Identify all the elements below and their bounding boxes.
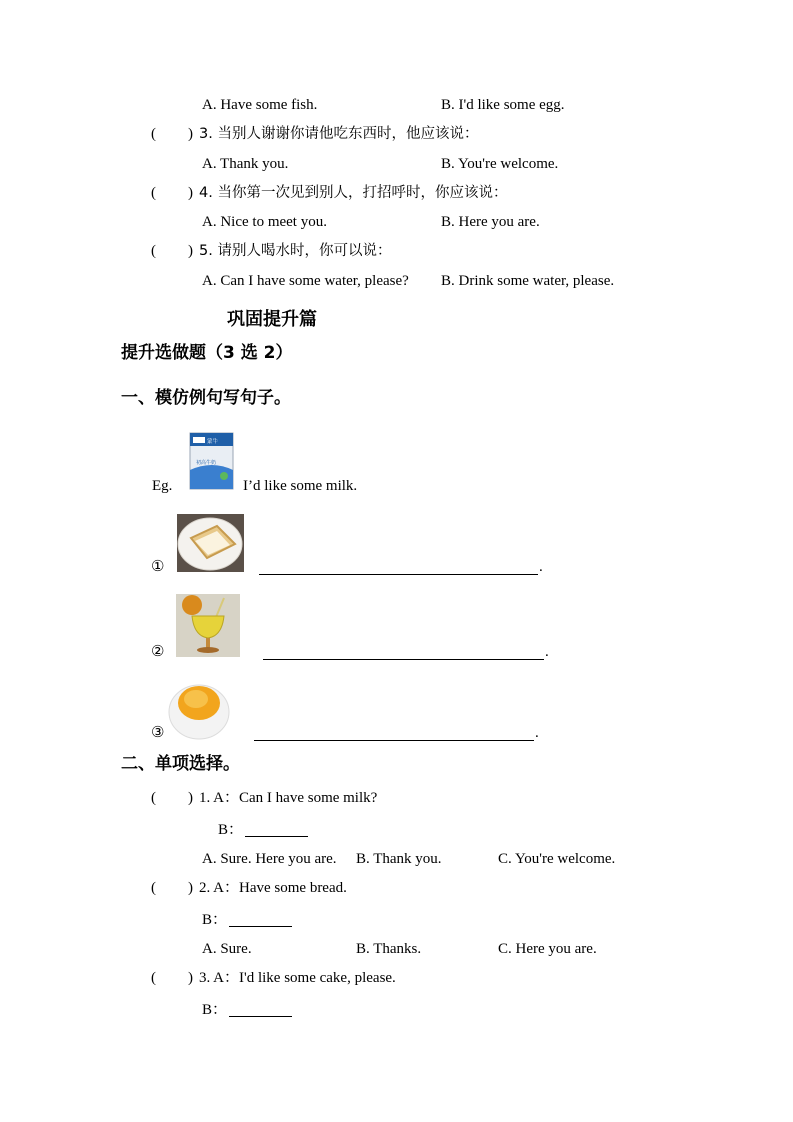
q4-option-b: B. Here you are. bbox=[441, 214, 540, 230]
milk-carton-image bbox=[188, 430, 235, 490]
milk-label-text: 初高牛奶 bbox=[196, 460, 217, 466]
item-2-number: ② bbox=[151, 644, 165, 660]
item-1-period: . bbox=[539, 559, 543, 575]
p2-q3-blank[interactable] bbox=[229, 1016, 292, 1017]
q3-answer-paren-open[interactable]: ( bbox=[151, 126, 156, 142]
part2-heading: 二、单项选择。 bbox=[121, 754, 240, 774]
p2-q2-b-label: B： bbox=[202, 912, 228, 928]
q4-answer-paren-close: ) bbox=[188, 185, 193, 201]
q3-answer-paren-close: ) bbox=[188, 126, 193, 142]
p2-q2-option-a: A. Sure. bbox=[202, 941, 252, 957]
p2-q3-paren-open[interactable]: ( bbox=[151, 970, 156, 986]
part1-heading: 一、模仿例句写句子。 bbox=[121, 388, 291, 408]
item-1-answer-line[interactable] bbox=[259, 574, 538, 575]
example-sentence: I’d like some milk. bbox=[243, 478, 358, 494]
q4-option-a: A. Nice to meet you. bbox=[202, 214, 327, 230]
p2-q2-paren-open[interactable]: ( bbox=[151, 880, 156, 896]
p2-q2-prompt: 2. A：Have some bread. bbox=[199, 880, 347, 896]
q4-answer-paren-open[interactable]: ( bbox=[151, 185, 156, 201]
q5-option-b: B. Drink some water, please. bbox=[441, 273, 615, 289]
q3-option-b: B. You're welcome. bbox=[441, 156, 559, 172]
milk-carton-drawing bbox=[188, 430, 235, 490]
egg-image bbox=[168, 676, 230, 740]
item-2-answer-line[interactable] bbox=[263, 659, 544, 660]
p2-q1-blank[interactable] bbox=[245, 836, 308, 837]
q-prev-option-b: B. I'd like some egg. bbox=[441, 97, 565, 113]
q5-answer-paren-close: ) bbox=[188, 243, 193, 259]
p2-q3-paren-close: ) bbox=[188, 970, 193, 986]
egg-drawing bbox=[168, 676, 230, 740]
q4-question: 4. 当你第一次见到别人，打招呼时，你应该说： bbox=[199, 185, 508, 201]
p2-q1-paren-open[interactable]: ( bbox=[151, 790, 156, 806]
juice-drawing bbox=[176, 594, 240, 657]
bread-image bbox=[177, 514, 244, 572]
example-label: Eg. bbox=[152, 478, 173, 494]
p2-q1-option-a: A. Sure. Here you are. bbox=[202, 851, 337, 867]
p2-q2-paren-close: ) bbox=[188, 880, 193, 896]
milk-brand-text: 蒙牛 bbox=[207, 439, 219, 445]
p2-q2-option-b: B. Thanks. bbox=[356, 941, 422, 957]
p2-q3-b-label: B： bbox=[202, 1002, 228, 1018]
subtitle: 提升选做题（3 选 2） bbox=[121, 343, 293, 363]
item-1-number: ① bbox=[151, 559, 165, 575]
section-title: 巩固提升篇 bbox=[227, 309, 317, 330]
item-3-number: ③ bbox=[151, 725, 165, 741]
q5-question: 5. 请别人喝水时，你可以说： bbox=[199, 243, 392, 259]
q5-option-a: A. Can I have some water, please? bbox=[202, 273, 409, 289]
item-2-period: . bbox=[545, 644, 549, 660]
item-3-period: . bbox=[535, 725, 539, 741]
p2-q2-option-c: C. Here you are. bbox=[498, 941, 597, 957]
p2-q1-option-b: B. Thank you. bbox=[356, 851, 442, 867]
p2-q2-blank[interactable] bbox=[229, 926, 292, 927]
q3-question: 3. 当别人谢谢你请他吃东西时，他应该说： bbox=[199, 126, 479, 142]
p2-q1-prompt: 1. A：Can I have some milk? bbox=[199, 790, 378, 806]
q5-answer-paren-open[interactable]: ( bbox=[151, 243, 156, 259]
juice-image bbox=[176, 594, 240, 657]
p2-q1-b-label: B： bbox=[218, 822, 244, 838]
p2-q1-option-c: C. You're welcome. bbox=[498, 851, 616, 867]
q3-option-a: A. Thank you. bbox=[202, 156, 289, 172]
p2-q1-paren-close: ) bbox=[188, 790, 193, 806]
p2-q3-prompt: 3. A：I'd like some cake, please. bbox=[199, 970, 396, 986]
q-prev-option-a: A. Have some fish. bbox=[202, 97, 318, 113]
bread-drawing bbox=[177, 514, 244, 572]
item-3-answer-line[interactable] bbox=[254, 740, 534, 741]
